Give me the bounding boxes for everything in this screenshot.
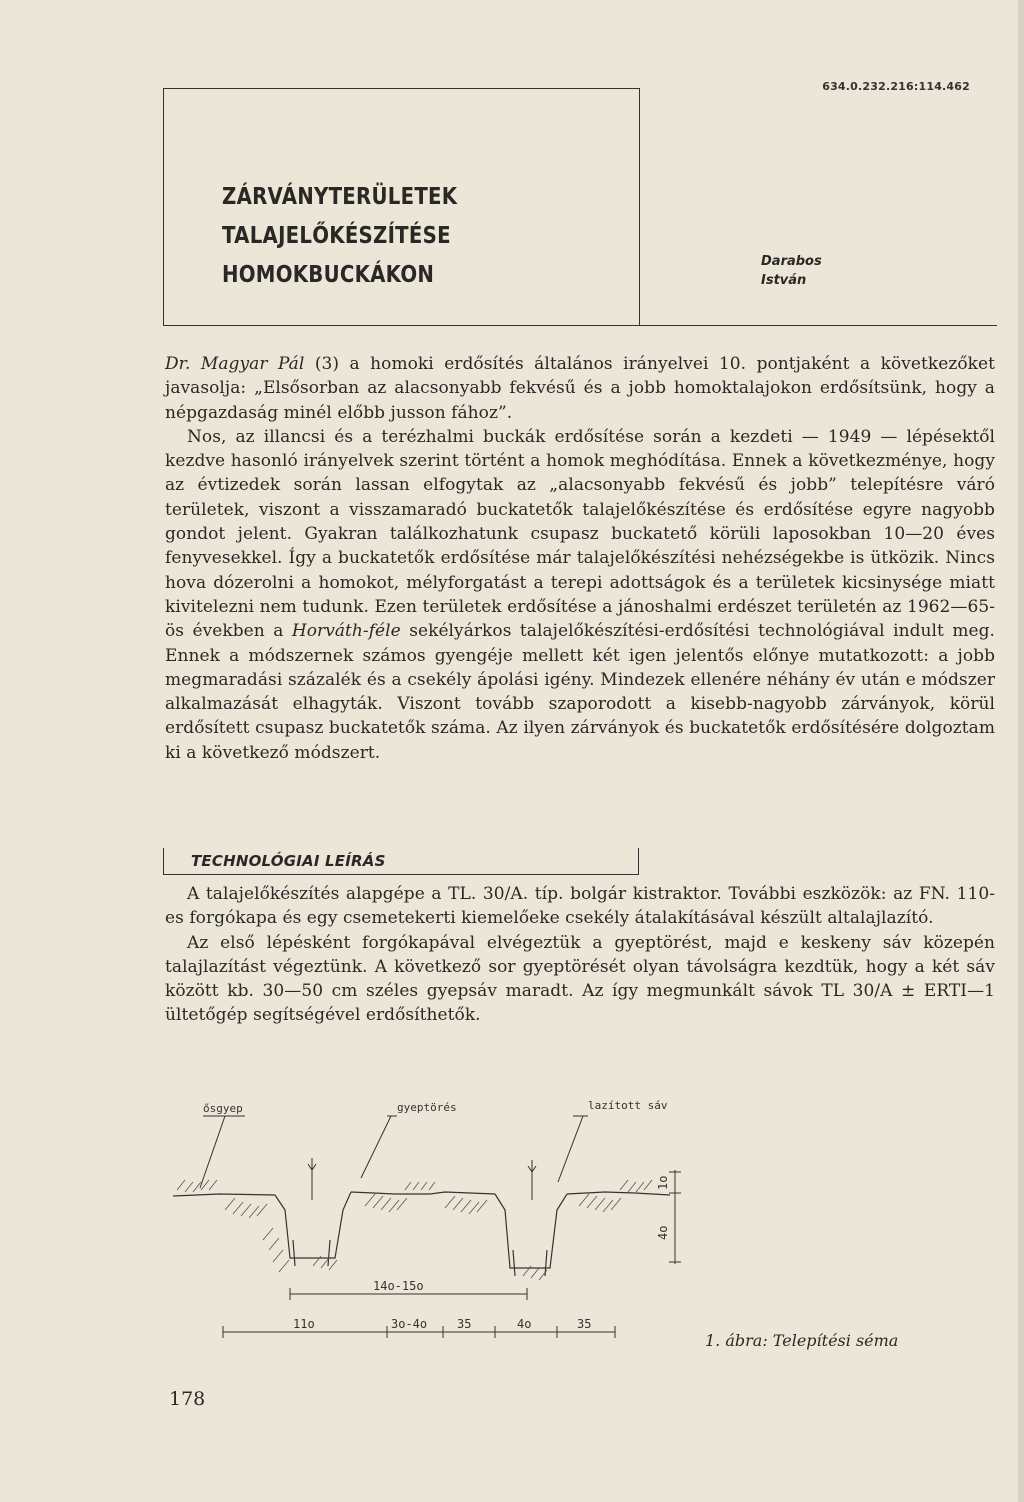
label-osgyep: ősgyep <box>203 1102 243 1115</box>
planting-scheme-figure <box>165 1090 710 1360</box>
strip-width-value: 14o-15o <box>373 1279 424 1293</box>
label-lazitott-sav: lazított sáv <box>588 1099 668 1112</box>
row-spacing-2: 3o-4o <box>391 1317 428 1331</box>
title-line-3: HOMOKBUCKÁKON <box>222 260 435 288</box>
label-gyeptores: gyeptörés <box>397 1101 457 1114</box>
technology-paragraph-1: A talajelőkészítés alapgépe a TL. 30/A. típ. bolgár kistraktor. További eszközök: az FN. 110-es forgókapa és egy csemetekerti kiemelőeke csekély átalakításával készült altalajlazító. <box>165 884 995 929</box>
article-author <box>761 252 822 290</box>
intro-paragraph-1 <box>165 352 995 425</box>
page-number: 178 <box>169 1388 206 1410</box>
technology-paragraph-2: Az első lépésként forgókapával elvégeztük a gyeptörést, majd e keskeny sáv közepén talajlazítást végeztünk. A következő sor gyeptörését olyan távolságra kezdtük, hogy a két sáv között kb. 30—50 cm széles gyepsáv maradt. Az így megmunkált sávok TL 30/A ± ERTI—1 ültetőgép segítségével erdősíthetők. <box>165 932 995 1026</box>
leader-lines <box>200 1116 588 1188</box>
article-title <box>222 177 558 294</box>
intro-paragraph-2 <box>165 425 995 765</box>
row-spacing-1: 11o <box>293 1317 315 1331</box>
technology-text <box>165 882 995 1028</box>
soil-profile <box>173 1192 670 1276</box>
udc-classification: 634.0.232.216:114.462 <box>822 80 970 93</box>
row-spacing-3: 35 <box>457 1317 472 1331</box>
depth-bottom-value: 4o <box>656 1225 670 1240</box>
row-spacing-4: 4o <box>517 1317 532 1331</box>
page-edge <box>1018 0 1024 1502</box>
intro-paragraph-1-text: (3) a homoki erdősítés általános irányelvei 10. pontjaként a következőket javasolja: „Elsősorban az alacsonyabb fekvésű és a jobb homoktalajokon erdősítsünk, hogy a népgazdaság minél előbb jusson fához”. <box>165 354 996 423</box>
depth-dimension <box>669 1170 681 1264</box>
header-rule <box>163 325 997 326</box>
title-line-1: ZÁRVÁNYTERÜLETEK <box>222 182 458 210</box>
author-given-name: István <box>761 273 807 288</box>
figure-caption: 1. ábra: Telepítési séma <box>705 1331 899 1350</box>
cited-author: Dr. Magyar Pál <box>165 354 305 374</box>
intro-text <box>165 352 995 765</box>
author-surname: Darabos <box>761 254 822 269</box>
title-line-2: TALAJELŐKÉSZÍTÉSE <box>222 221 451 249</box>
intro-paragraph-2-end: sekélyárkos talajelőkészítési-erdősítési technológiával indult meg. Ennek a módszernek számos gyengéje mellett két igen jelentős előnye mutatkozott: a jobb megmaradási százalék és a csekély ápolási igény. Mindezek ellenére néhány év után e módszer alkalmazását elhagyták. Viszont tovább szaporodott a kisebb-nagyobb zárványok, körül erdősített csupasz buckatetők száma. Az ilyen zárványok és buckatetők erdősítésére dolgoztam ki a következő módszert. <box>165 621 995 763</box>
intro-paragraph-2-start: Nos, az illancsi és a terézhalmi buckák erdősítése során a kezdeti — 1949 — lépésektől kezdve hasonló irányelvek szerint történt a homok meghódítása. Ennek a következménye, hogy az évtizedek során lassan elfogytak az „alacsonyabb fekvésű és jobb” telepítésre váró területek, viszont a visszamaradó buckatetők talajelőkészítése és erdősítése egyre nagyobb gondot jelent. Gyakran találkozhatunk csupasz buckatető körüli laposokban 10—20 éves fenyvesekkel. Így a buckatetők erdősítése már talajelőkészítési nehézségekbe is ütközik. Nincs hova dózerolni a homokot, mélyforgatást a terepi adottságok és a területek kicsinysége miatt kivitelezni nem tudunk. Ezen területek erdősítése a jánoshalmi erdészet területén az 1962—65-ös években a <box>165 426 995 642</box>
row-spacing-5: 35 <box>577 1317 592 1331</box>
section-heading: TECHNOLÓGIAI LEÍRÁS <box>191 852 386 870</box>
depth-top-value: 1o <box>656 1175 670 1190</box>
method-name: Horváth-féle <box>291 621 401 642</box>
